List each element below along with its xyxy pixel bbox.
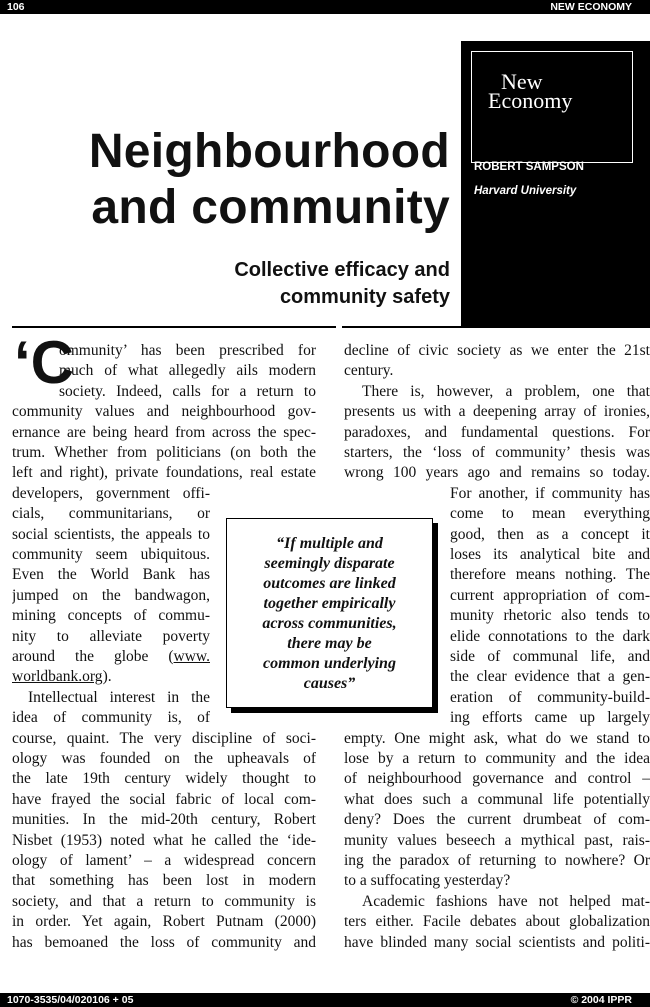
text-line: jumped on the bandwagon, bbox=[12, 587, 210, 604]
text-line: Intellectual interest in the bbox=[28, 689, 210, 706]
subtitle-line-1: Collective efficacy and bbox=[234, 259, 450, 281]
text-line: side of communal life, and bbox=[450, 648, 650, 665]
text-line: Academic fashions have not helped mat- bbox=[362, 893, 650, 910]
article-subtitle bbox=[234, 257, 450, 311]
pull-quote-line: causes” bbox=[303, 675, 356, 692]
text-line: the clear evidence that a gen- bbox=[450, 668, 650, 685]
text-line: much of what allegedly ails modern bbox=[59, 362, 316, 379]
text-line: trum. Whether from politicians (on both the bbox=[12, 444, 316, 461]
text-line: society, and that a return to community is bbox=[12, 893, 316, 910]
page-number: 106 bbox=[7, 1, 25, 13]
text-line: munity rhetoric also tends to bbox=[450, 607, 650, 624]
text-line: century. bbox=[344, 362, 394, 379]
text-line: worldbank.org). bbox=[12, 668, 112, 685]
text-line: munity values beseech a mythical past, rais- bbox=[344, 832, 650, 849]
title-line-1: Neighbourhood bbox=[88, 125, 450, 178]
text-line: in order. Yet again, Robert Putnam (2000) bbox=[12, 913, 316, 930]
text-line: ters either. Facile debates about globalization bbox=[344, 913, 650, 930]
text-line: starters, the ‘loss of community’ thesis was bbox=[344, 444, 650, 461]
text-line: come to mean everything bbox=[450, 505, 650, 522]
text-line: to a suffocating yesterday? bbox=[344, 872, 511, 889]
text-line: wrong 100 years ago and remains so today. bbox=[344, 464, 650, 481]
text-line: have frayed the social fabric of local com- bbox=[12, 791, 316, 808]
author-affiliation: Harvard University bbox=[474, 185, 577, 197]
text-line: presents us with a deepening array of ironies, bbox=[344, 403, 650, 420]
text-line: nity to alleviate poverty bbox=[12, 628, 210, 645]
text-line: have blinded many social scientists and politi- bbox=[344, 934, 650, 951]
text-line: paradoxes, and fundamental questions. For bbox=[344, 424, 650, 441]
text-line: of neighbourhood governance and control – bbox=[344, 770, 650, 787]
text-line: mining concepts of commu- bbox=[12, 607, 210, 624]
text-line: the late 19th century widely thought to bbox=[12, 770, 316, 787]
text-line: lose by a return to community and the idea bbox=[344, 750, 650, 767]
text-line: that something has been lost in modern bbox=[12, 872, 316, 889]
text-line: therefore means nothing. The bbox=[450, 566, 650, 583]
text-line: empty. One might ask, what do we stand to bbox=[344, 730, 650, 747]
pull-quote-line: across communities, bbox=[262, 615, 397, 632]
running-header bbox=[0, 0, 650, 14]
text-line: ernance are being heard from across the spec- bbox=[12, 424, 316, 441]
running-footer bbox=[0, 993, 650, 1007]
text-line: eration of community-build- bbox=[450, 689, 650, 706]
text-line: what does such a communal life potentially bbox=[344, 791, 650, 808]
article-code: 1070-3535/04/020106 + 05 bbox=[7, 994, 134, 1006]
subtitle-line-2: community safety bbox=[279, 286, 450, 308]
text-line: ommunity’ has been prescribed for bbox=[59, 342, 316, 359]
author-panel bbox=[461, 41, 650, 328]
text-line: decline of civic society as we enter the 21st bbox=[344, 342, 650, 359]
text-line: Even the World Bank has bbox=[12, 566, 210, 583]
text-line: ology of lament’ – a widespread concern bbox=[12, 852, 316, 869]
pull-quote-line: “If multiple and bbox=[276, 535, 383, 552]
text-line: deny? Does the current drumbeat of com- bbox=[344, 811, 650, 828]
text-line: community seem ubiquitous. bbox=[12, 546, 210, 563]
text-line: community values and neighbourhood gov- bbox=[12, 403, 316, 420]
text-line: social scientists, the appeals to bbox=[12, 526, 210, 543]
left-column-rule bbox=[12, 326, 336, 328]
pull-quote-line: outcomes are linked bbox=[263, 575, 396, 592]
pull-quote-line: there may be bbox=[287, 635, 372, 652]
text-line: cials, communitarians, or bbox=[12, 505, 210, 522]
text-line: left and right), private foundations, real estate bbox=[12, 464, 316, 481]
text-line: around the globe (www. bbox=[12, 648, 210, 665]
pull-quote-line: together empirically bbox=[263, 595, 396, 612]
text-line: current appropriation of com- bbox=[450, 587, 650, 604]
new-economy-logo bbox=[471, 51, 633, 163]
text-line: society. Indeed, calls for a return to bbox=[59, 383, 316, 400]
text-line: good, then as a concept it bbox=[450, 526, 650, 543]
text-line: munities. In the mid-20th century, Robert bbox=[12, 811, 316, 828]
logo-word-new: New bbox=[501, 69, 543, 94]
text-line: idea of community is, of bbox=[12, 709, 210, 726]
pull-quote-line: common underlying bbox=[263, 655, 396, 672]
title-line-2: and community bbox=[91, 181, 450, 234]
text-line: ing the paradox of returning to nowhere? Or bbox=[344, 852, 650, 869]
pull-quote bbox=[226, 518, 433, 708]
text-line: ology was founded on the upheavals of bbox=[12, 750, 316, 767]
text-line: ing efforts came up largely bbox=[450, 709, 650, 726]
article-title bbox=[89, 124, 450, 236]
text-line: elide connotations to the dark bbox=[450, 628, 650, 645]
copyright: © 2004 IPPR bbox=[570, 994, 632, 1006]
text-line: has bemoaned the loss of community and bbox=[12, 934, 316, 951]
text-line: loses its analytical bite and bbox=[450, 546, 650, 563]
text-line: developers, government offi- bbox=[12, 485, 210, 502]
text-line: For another, if community has bbox=[450, 485, 650, 502]
section-name: NEW ECONOMY bbox=[550, 1, 632, 13]
text-line: Nisbet (1953) noted what he called the ‘ide- bbox=[12, 832, 316, 849]
pull-quote-line: seemingly disparate bbox=[264, 555, 395, 572]
right-column-rule bbox=[342, 326, 461, 328]
text-line: There is, however, a problem, one that bbox=[362, 383, 650, 400]
drop-cap: ‘C bbox=[14, 329, 74, 396]
text-line: course, quaint. The very discipline of soci- bbox=[12, 730, 316, 747]
author-name: ROBERT SAMPSON bbox=[474, 161, 584, 173]
logo-word-economy: Economy bbox=[488, 88, 573, 113]
